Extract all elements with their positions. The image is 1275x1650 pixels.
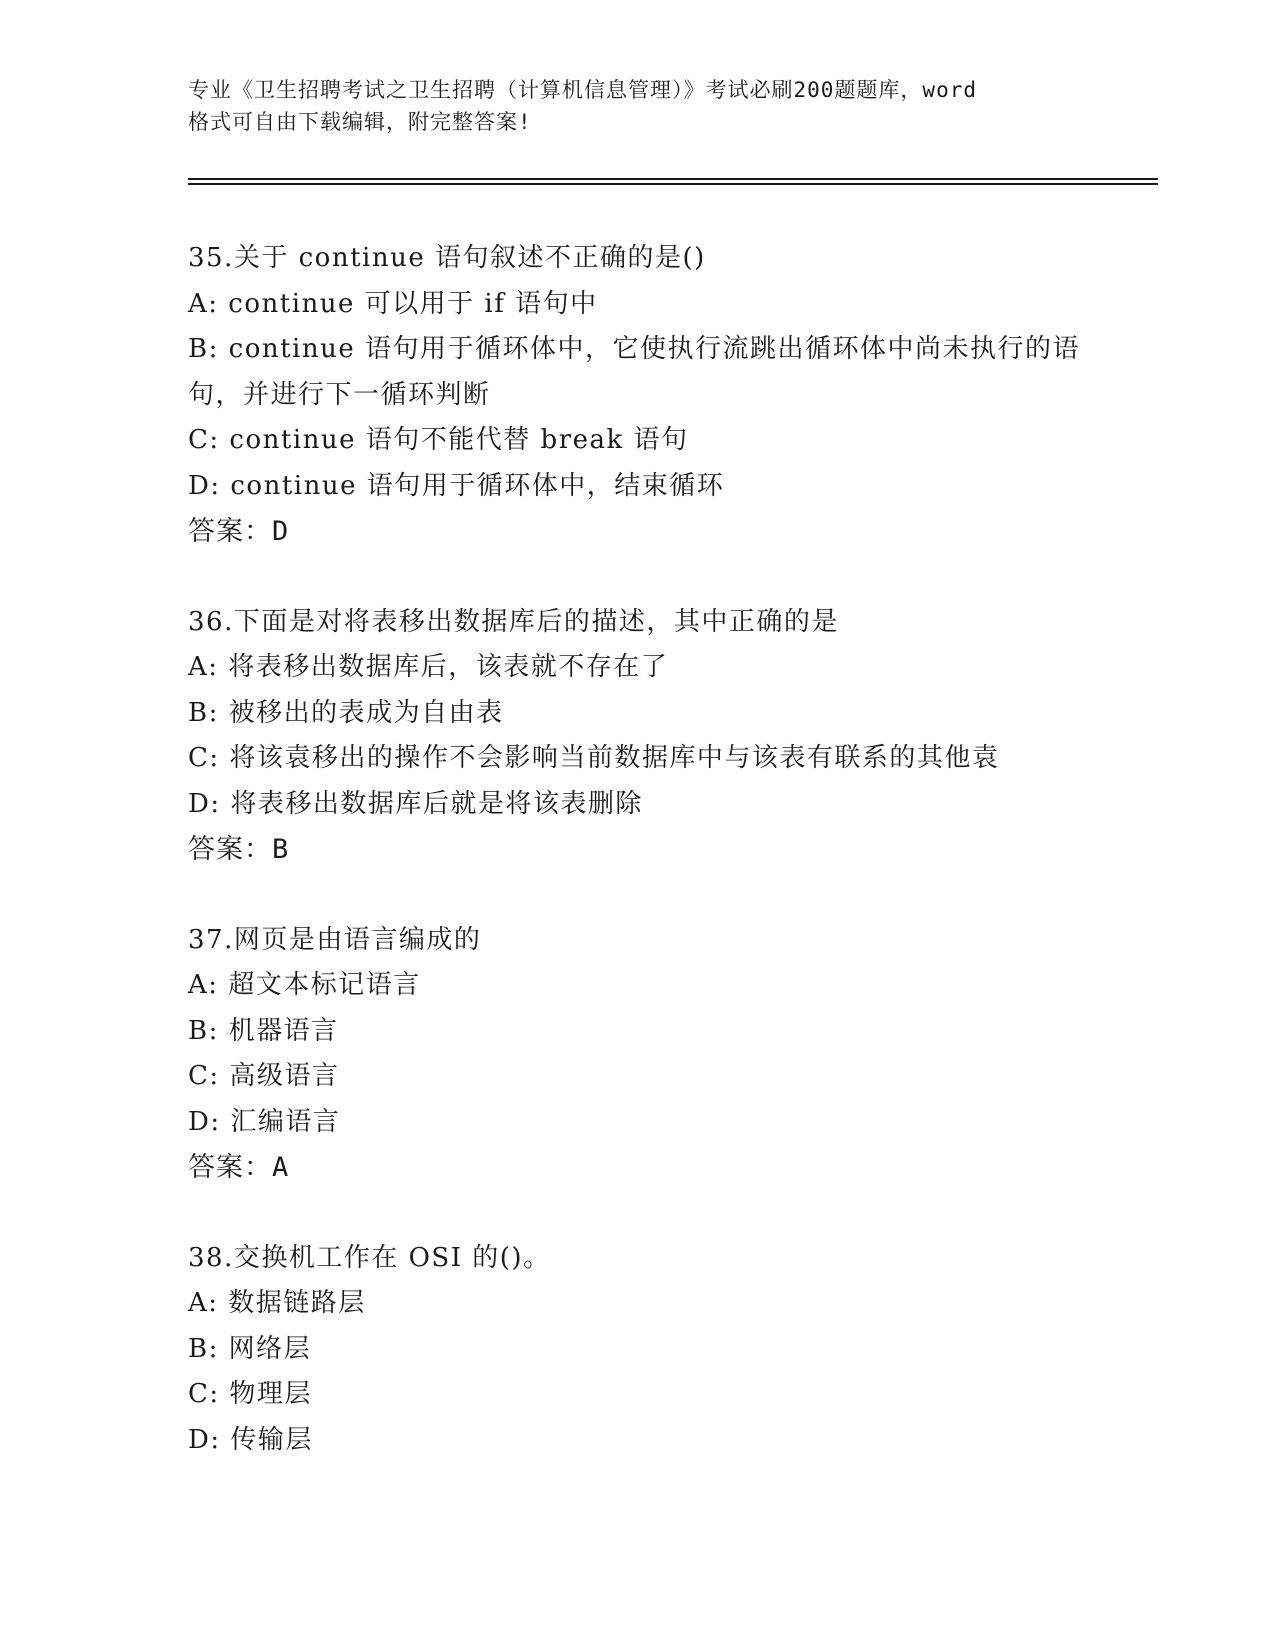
question-stem: 37.网页是由语言编成的 [188, 924, 482, 955]
option-c: C: continue 语句不能代替 break 语句 [188, 425, 689, 455]
header-divider-top [188, 178, 1158, 180]
option-c: C: 物理层 [188, 1379, 312, 1409]
option-b: B: 机器语言 [188, 1015, 339, 1046]
option-a: A: 数据链路层 [188, 1288, 366, 1318]
question-35 [188, 236, 1088, 555]
question-stem: 36.下面是对将表移出数据库后的描述，其中正确的是 [188, 606, 839, 637]
option-a: A: 超文本标记语言 [188, 970, 421, 1000]
question-stem: 38.交换机工作在 OSI 的()。 [188, 1242, 551, 1273]
question-36 [188, 600, 1088, 873]
option-a: A: 将表移出数据库后，该表就不存在了 [188, 652, 669, 682]
option-c: C: 高级语言 [188, 1061, 340, 1091]
document-header [188, 74, 1088, 138]
option-d: D: continue 语句用于循环体中，结束循环 [188, 470, 725, 501]
option-d: D: 将表移出数据库后就是将该表删除 [188, 788, 643, 819]
question-38 [188, 1236, 1088, 1464]
option-b: B: continue 语句用于循环体中，它使执行流跳出循环体中尚未执行的语句，并进行下一循环判断 [188, 334, 1080, 410]
question-37 [188, 918, 1088, 1191]
answer-label: 答案：D [188, 516, 290, 547]
option-a: A: continue 可以用于 if 语句中 [188, 288, 598, 319]
header-line-2: 格式可自由下载编辑，附完整答案! [188, 110, 532, 134]
option-d: D: 传输层 [188, 1424, 313, 1455]
option-c: C: 将该袁移出的操作不会影响当前数据库中与该表有联系的其他袁 [188, 743, 1000, 773]
header-divider-bottom [188, 183, 1158, 185]
option-b: B: 网络层 [188, 1333, 312, 1364]
option-b: B: 被移出的表成为自由表 [188, 697, 504, 728]
question-stem: 35.关于 continue 语句叙述不正确的是() [188, 243, 706, 273]
header-line-1: 专业《卫生招聘考试之卫生招聘（计算机信息管理）》考试必刷200题题库，word [188, 78, 977, 102]
answer-label: 答案：B [188, 834, 290, 865]
option-d: D: 汇编语言 [188, 1106, 341, 1137]
answer-label: 答案：A [188, 1152, 290, 1183]
question-list [188, 236, 1088, 1508]
